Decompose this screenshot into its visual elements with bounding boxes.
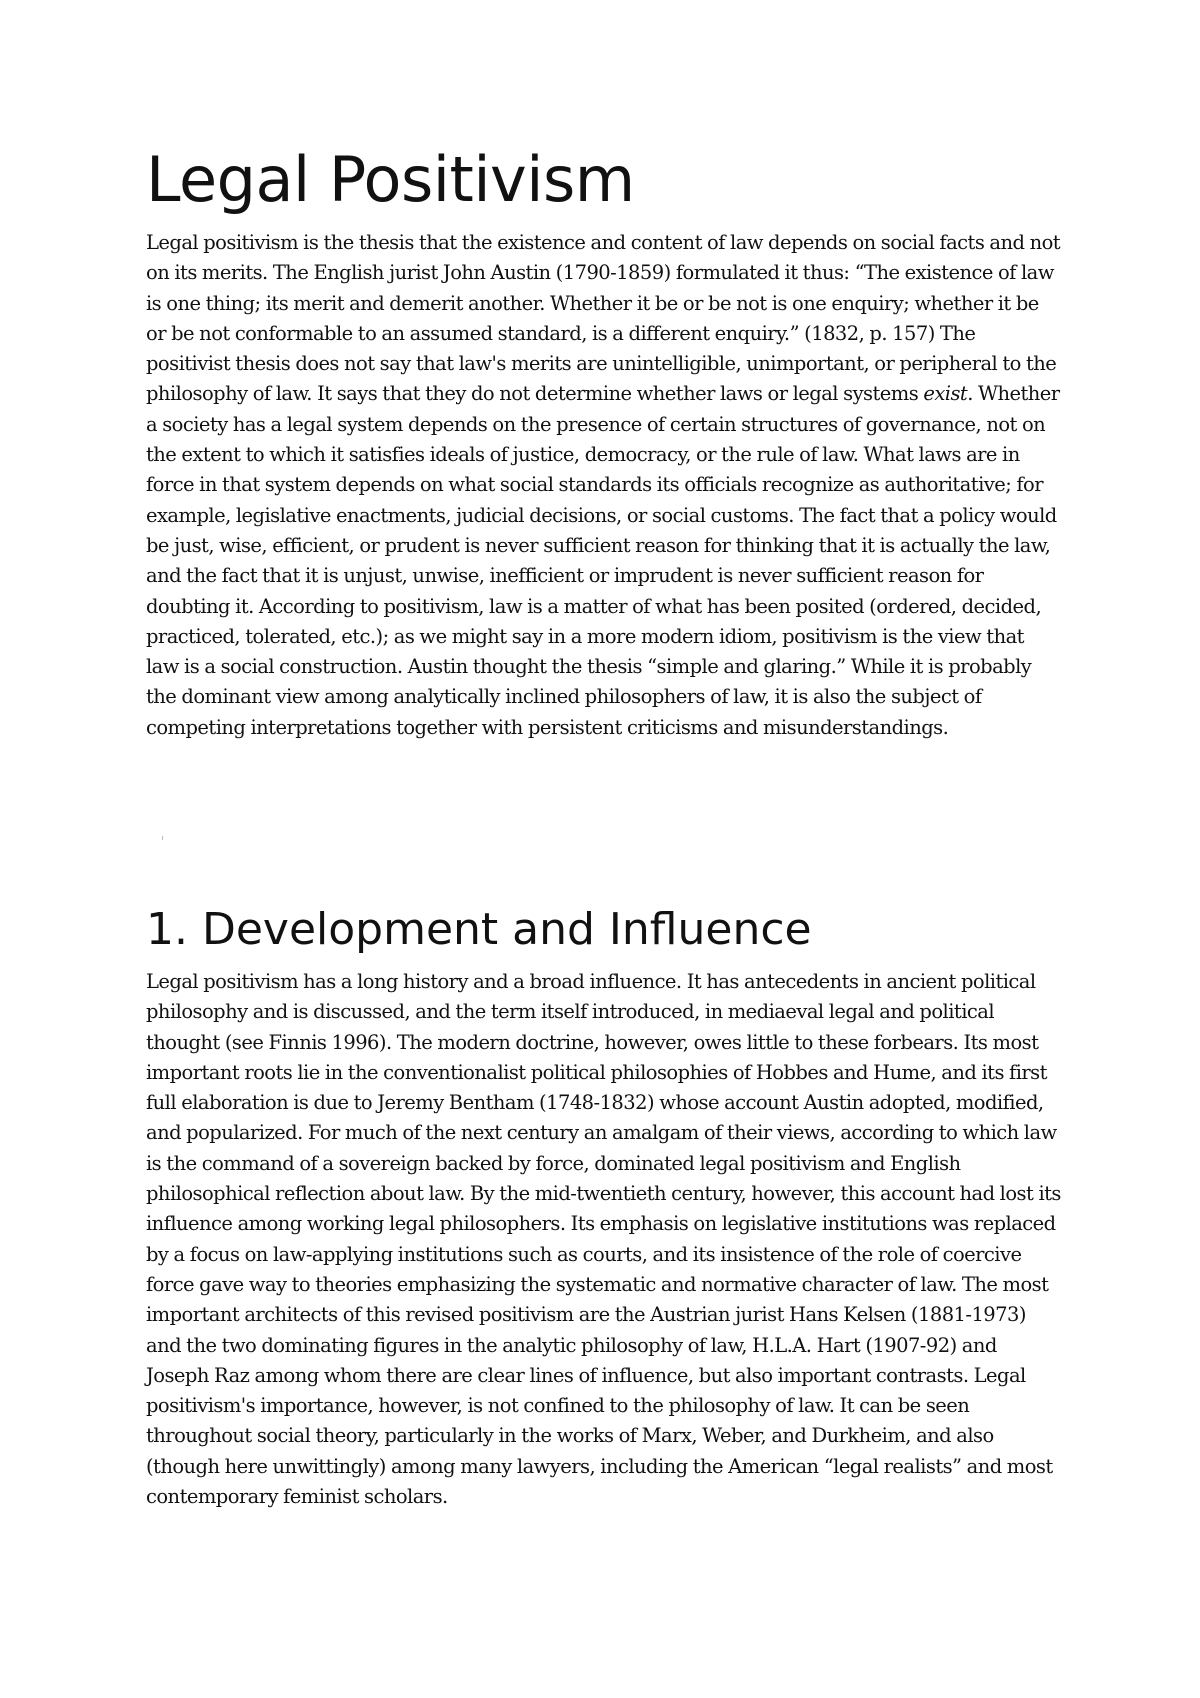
- intro-text-end: . Whether a society has a legal system depends on the presence of certain structures of governance, not on the extent to which it satisfies ideals of justice, democracy, or the rule of law. What laws are in force in that system depends on what social standards its officials recognize as authoritative; for example, legislative enactments, judicial decisions, or social customs. The fact that a policy would be just, wise, efficient, or prudent is never sufficient reason for thinking that it is actually the law, and the fact that it is unjust, unwise, inefficient or imprudent is never sufficient reason for doubting it. According to positivism, law is a matter of what has been posited (ordered, decided, practiced, tolerated, etc.); as we might say in a more modern idiom, positivism is the view that law is a social construction. Austin thought the thesis “simple and glaring.” While it is probably the dominant view among analytically inclined philosophers of law, it is also the subject of competing interpretations together with persistent criticisms and misunderstandings.: [146, 382, 1060, 739]
- intro-paragraph: [146, 228, 1061, 743]
- stray-mark: [162, 836, 163, 840]
- section-1-paragraph: Legal positivism has a long history and a broad influence. It has antecedents in ancient political philosophy and is discussed, and the term itself introduced, in mediaeval legal and political thought (see Finnis 1996). The modern doctrine, however, owes little to these forbears. Its most important roots lie in the conventionalist political philosophies of Hobbes and Hume, and its first full elaboration is due to Jeremy Bentham (1748-1832) whose account Austin adopted, modified, and popularized. For much of the next century an amalgam of their views, according to which law is the command of a sovereign backed by force, dominated legal positivism and English philosophical reflection about law. By the mid-twentieth century, however, this account had lost its influence among working legal philosophers. Its emphasis on legislative institutions was replaced by a focus on law-applying institutions such as courts, and its insistence of the role of coercive force gave way to theories emphasizing the systematic and normative character of law. The most important architects of this revised positivism are the Austrian jurist Hans Kelsen (1881-1973) and the two dominating figures in the analytic philosophy of law, H.L.A. Hart (1907-92) and Joseph Raz among whom there are clear lines of influence, but also important contrasts. Legal positivism's importance, however, is not confined to the philosophy of law. It can be seen throughout social theory, particularly in the works of Marx, Weber, and Durkheim, and also (though here unwittingly) among many lawyers, including the American “legal realists” and most contemporary feminist scholars.: [146, 970, 1061, 1509]
- intro-emphasis: exist: [923, 382, 968, 406]
- document-title: Legal Positivism: [146, 143, 635, 216]
- section-1-heading: 1. Development and Influence: [146, 904, 812, 955]
- intro-text-start: Legal positivism is the thesis that the existence and content of law depends on social facts and not on its merits. The English jurist John Austin (1790-1859) formulated it thus: “The existence of law is one thing; its merit and demerit another. Whether it be or be not is one enquiry; whether it be or be not conformable to an assumed standard, is a different enquiry.” (1832, p. 157) The positivist thesis does not say that law's merits are unintelligible, unimportant, or peripheral to the philosophy of law. It says that they do not determine whether laws or legal systems: [146, 231, 1061, 406]
